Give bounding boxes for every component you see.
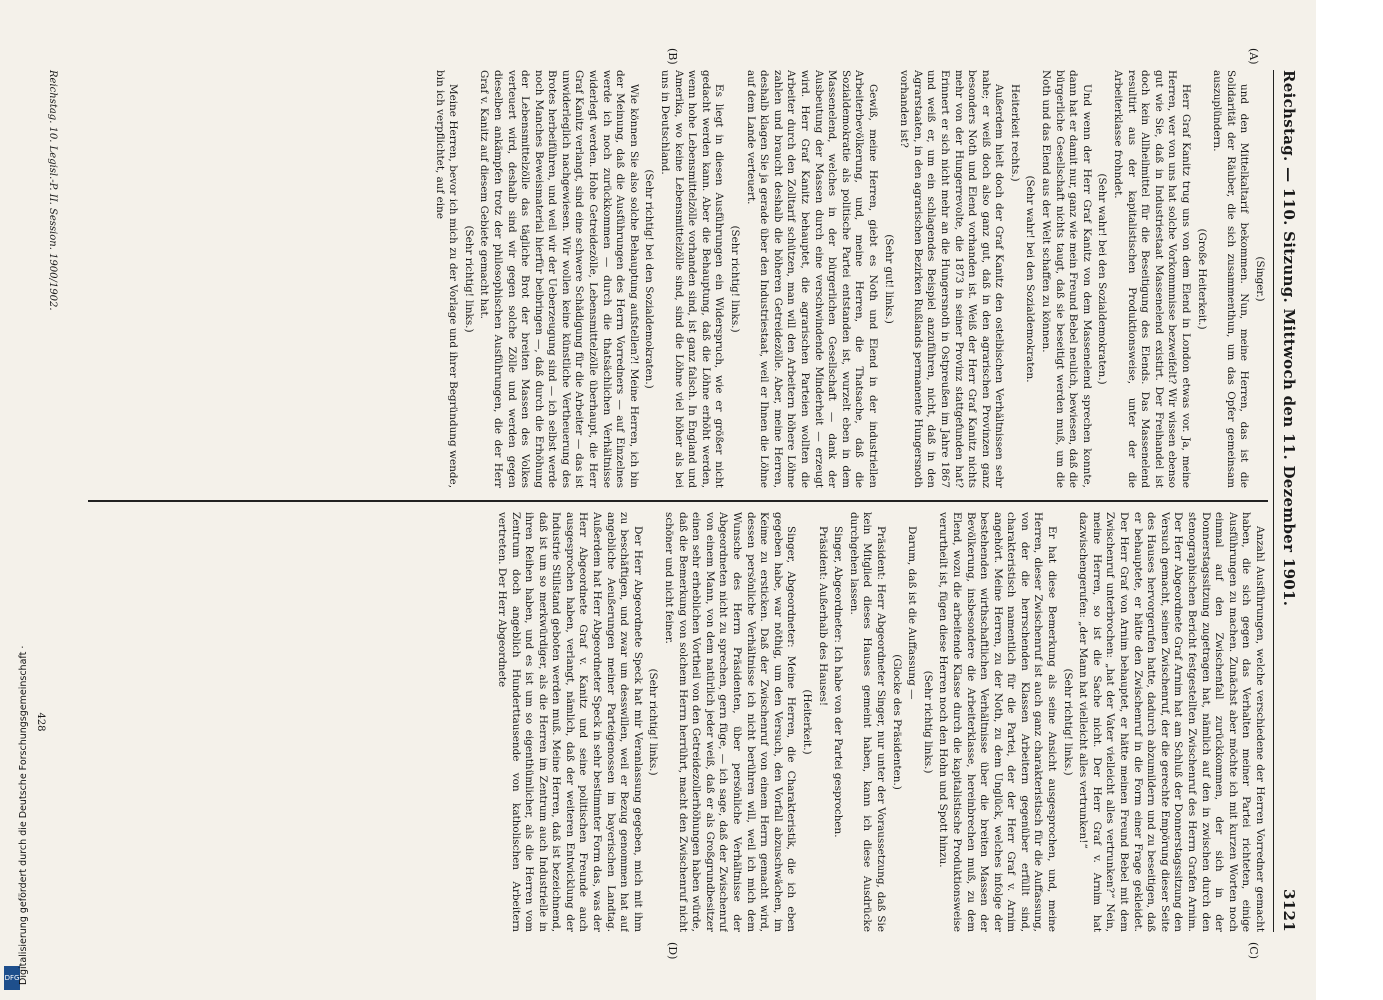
column-divider: [88, 500, 1268, 502]
text-paragraph: (Glocke des Präsidenten.): [890, 654, 903, 790]
header-title: Reichstag. — 110. Sitzung. Mittwoch den 11. Dezember 1901.: [1280, 70, 1298, 607]
running-header: [1276, 70, 1298, 932]
text-paragraph: Er hat diese Bemerkung als seine Ansicht ausgesprochen, und, meine Herren, dieser Zwischenruf ist auch ganz charakteristisch für die Auffassung, von der die herrschenden Klassen Arbeitern gegenüber erfüllt sind, charakteristisch namentlich für die Partei, der der Herr Graf v. Arnim angehört. Meine Herren, zu der Noth, zu dem Unglück, welches infolge der bestehenden wirthschaftlichen Verhältnisse über die breiten Massen der Bevölkerung, insbesondere die Arbeiterklasse, hereinbrechen muß, zu dem Elend, wozu die arbeitende Klasse durch die kapitalistische Produktionsweise verurtheilt ist, fügen diese Herren noch den Hohn und Spott hinzu.: [937, 512, 1059, 932]
text-paragraph: (Heiterkeit.): [801, 689, 813, 755]
text-paragraph: Singer, Abgeordneter: Ich habe von der Partei gesprochen.: [832, 526, 845, 838]
text-paragraph: Wie können Sie also solche Behauptung aufstellen?! Meine Herren, ich bin der Meinung, daß die Ausführungen des Herrn Vorredners — auf Einzelnes werde ich noch zurückkommen — durch die thatsächlichen Verhältnisse widerlegt werden. Hohe Getreidezölle, Lebensmittelzölle überhaupt, die Herr Graf Kanitz verlangt, sind eine schwere Schädigung für die Arbeiter — das ist unwiderleglich nachgewiesen. Wir wollen keine künstliche Vertheuerung des Brotes herbeiführen, und weil wir der Ueberzeugung sind — ich selbst werde noch Manches Beweismaterial hierfür beibringen —, daß durch die Erhöhung der Lebensmittelzölle das tägliche Brot der breiten Massen des Volkes verteuert wird, deshalb sind wir gegen solche Zölle und werden gegen dieselben ankämpfen trotz der philosophischen Ausführungen, die der Herr Graf v. Kanitz auf diesem Gebiete gemacht hat.: [478, 70, 640, 488]
text-paragraph: Meine Herren, bevor ich mich zu der Vorlage und ihrer Begründung wende, bin ich verpflichtet, auf eine: [433, 70, 460, 488]
credit-text: Digitalisierung gefördert durch die Deutsche Forschungsgemeinschaft ·: [18, 645, 29, 985]
text-paragraph: Präsident: Herr Abgeordneter Singer, nur unter der Voraussetzung, daß Sie kein Mitglied dieses Hauses gemeint haben, kann ich diese Ausdrücke durchgehen lassen.: [847, 512, 887, 932]
text-paragraph: Präsident: Außerhalb des Hauses!: [816, 526, 829, 707]
text-paragraph: (Sehr richtig! bei den Sozialdemokraten.): [643, 169, 656, 389]
text-paragraph: Herr Graf Kanitz trug uns von dem Elend in London etwas vor. Ja, meine Herren, wer von uns hat solche Vorkommnisse bezweifelt? Wir wissen ebenso gut wie Sie, daß in Industriestaat Massenelend existirt. Der Freihandel ist doch kein Allheilmittel für die Beseitigung des Elends. Das Massenelend resultirt aus der kapitalistischen Produktionsweise, unter der die Arbeiterklasse frohndet.: [1112, 70, 1193, 488]
dfg-logo: DFG: [4, 966, 20, 990]
text-paragraph: Es liegt in diesen Ausführungen ein Widerspruch, wie er größer nicht gedacht werden kann. Aber die Behauptung, daß die Löhne erhöht werden, wenn hohe Lebensmittelzölle vorhanden sind, ist ganz falsch. In England und Amerika, wo keine Lebensmittelzölle sind, sind die Löhne viel höher als bei uns in Deutschland.: [659, 70, 726, 488]
text-paragraph: (Sehr richtig! links.): [462, 225, 475, 333]
text-paragraph: Der Herr Abgeordnete Speck hat mir Veranlassung gegeben, mich mit ihm zu beschäftigen, und zwar um desswillen, weil er Bezug genommen hat auf angebliche Aeußerungen meiner Parteigenossen im bayerischen Landtag. Außerdem hat Herr Abgeordneter Speck in sehr bestimmter Form das, was der Herr Abgeordnete Graf v. Kanitz und seine politischen Freunde auch ausgesprochen haben, verlangt, nämlich, daß der weiteren Entwicklung der Industrie Stillstand geboten werden muß. Meine Herren, daß ist bezeichnend, daß ist um so merkwürdiger, als die Herren im Zentrum auch Industrielle in ihren Reihen haben, und es ist um so eigenthümlicher, als die Herren vom Zentrum doch angeblich Hunderttausende von katholischen Arbeitern vertreten. Der Herr Abgeordnete: [495, 512, 644, 932]
text-paragraph: (Sehr wahr! bei den Sozialdemokraten.): [1096, 173, 1109, 385]
header-rule: [1273, 70, 1274, 932]
margin-mark-a: (A): [1247, 48, 1260, 65]
margin-mark-d: (D): [666, 942, 679, 960]
text-paragraph: Außerdem hielt doch der Graf Kanitz den ostelbischen Verhältnissen sehr nahe; er weiß doch also ganz gut, daß in den agrarischen Provinzen ganz besonders Noth und Elend vorhanden ist. Weiß der Herr Graf Kanitz nichts mehr von der Hungerrevolte, die 1873 in seiner Provinz stattgefunden hat? Erinnert er sich nicht mehr an die Hungersnoth in Ostpreußen im Jahre 1867 und weiß er, um ein schlagendes Beispiel anzuführen, nicht, daß in den Agrarstaaten, in den agrarischen Bezirken Rußlands permanente Hungersnoth vorhanden ist?: [898, 70, 1006, 488]
text-paragraph: Heiterkeit rechts.): [1008, 84, 1021, 182]
margin-mark-b: (B): [666, 48, 679, 65]
text-paragraph: (Sehr richtig! links.): [729, 225, 742, 333]
footer-page-number: 428: [35, 712, 46, 732]
text-paragraph: und den Mittelkaltarif bekommen. Nun, meine Herren, das ist die Solidarität der Räuber, die sich zusammenthun, um das Opfer gemeinsam auszuplündern.: [1211, 70, 1251, 488]
text-paragraph: (Sehr richtig! links.): [647, 668, 660, 776]
text-paragraph: Darum, daß ist die Auffassung —: [906, 526, 919, 700]
text-paragraph: Gewiß, meine Herren, giebt es Noth und Elend in der industriellen Arbeiterbevölkerung, und, meine Herren, die Thatsache, daß die Sozialdemokratie als politische Partei entstanden ist, wurzelt eben in dem Massenelend, welches in der bürgerlichen Gesellschaft — dank der Ausbeutung der Massen durch eine verschwindende Minderheit — erzeugt wird. Herr Graf Kanitz behauptet, die agrarischen Parteien wollten die Arbeiter durch den Zolltarif schützen, man will den Arbeitern höhere Löhne zahlen und braucht deshalb die höheren Getreidezölle. Aber, meine Herren, deshalb klagen Sie ja gerade über den Industriestaat, weil er Ihnen die Löhne auf dem Lande verteuert.: [744, 70, 879, 488]
margin-mark-c: (C): [1247, 942, 1260, 959]
digitization-credit: [0, 0, 29, 1000]
right-text-column: [86, 512, 1266, 932]
text-paragraph: Anzahl Ausführungen, welche verschiedene der Herren Vorredner gemacht haben, die sich gegen das Verhalten meiner Partei richteten, einige Ausführungen zu machen. Zunächst aber möchte ich mit kurzen Worten noch einmal auf den Zwischenfall zurückkommen, der sich in der Donnerstagssitzung zugetragen hat, nämlich auf den in zwischen durch den stenographischen Bericht festgestellten Zwischenruf des Herrn Grafen Arnim. Der Herr Abgeordnete Graf Arnim hat am Schluß der Donnerstagssitzung den Versuch gemacht, seinen Zwischenruf, der die gerechte Empörung dieser Seite des Hauses hervorgerufen hatte, dadurch abzumildern und zu beseitigen, daß er behauptete, er hätte den Zwischenruf in die Form einer Frage gekleidet. Der Herr Graf von Arnim behauptet, er hätte meinen Freund Bebel mit dem Zwischenruf unterbrochen: „hat der Vater vielleicht alles vertrunken?“ Nein, meine Herren, so ist die Sache nicht. Der Herr Graf v. Arnim hat dazwischengerufen: „der Mann hat vielleicht alles vertrunken!“: [1077, 512, 1266, 932]
header-page-number: 3121: [1280, 889, 1298, 932]
text-paragraph: (Große Heiterkeit.): [1195, 228, 1208, 330]
text-paragraph: (Sehr gut! links.): [882, 234, 895, 324]
text-paragraph: (Sehr richtig! links.): [1061, 668, 1074, 776]
text-paragraph: Singer, Abgeordneter: Meine Herren, die Charakteristik, die ich eben gegeben habe, war nöthig, um den Versuch, den Vorfall abzuschwächen, im Keime zu ersticken. Daß der Zwischenruf von einem Herrn gemacht wird, dessen persönliche Verhältnisse ich nicht berühren will, weil ich mich dem Wunsche des Herrn Präsidenten, über persönliche Verhältnisse der Abgeordneten nicht zu sprechen, gern füge, — ich sage, daß der Zwischenruf von einem Mann, von dem natürlich jeder weiß, daß er als Großgrundbesitzer einen sehr erheblichen Vortheil von den Getreidezollerhöhungen haben würde, daß die Bemerkung von solchem Herrn herrührt, macht den Zwischenruf nicht schöner und nicht feiner.: [663, 512, 798, 932]
footer-session-info: Reichstag. 10. Legisl.-P. II. Session. 1900/1902.: [47, 70, 58, 311]
text-paragraph: (Singer.): [1254, 256, 1266, 302]
text-paragraph: (Sehr richtig links.): [921, 670, 934, 774]
text-paragraph: Und wenn der Herr Graf Kanitz von dem Massenelend sprechen konnte, dann hat er damit nur, ganz wie mein Freund Bebel neulich, bewiesen, daß die bürgerliche Gesellschaft nichts taugt, daß sie beseitigt werden muß, um die Noth und das Elend aus der Welt schaffen zu können.: [1040, 70, 1093, 488]
text-paragraph: (Sehr wahr! bei den Sozialdemokraten.: [1024, 175, 1037, 383]
left-text-column: [86, 70, 1266, 488]
